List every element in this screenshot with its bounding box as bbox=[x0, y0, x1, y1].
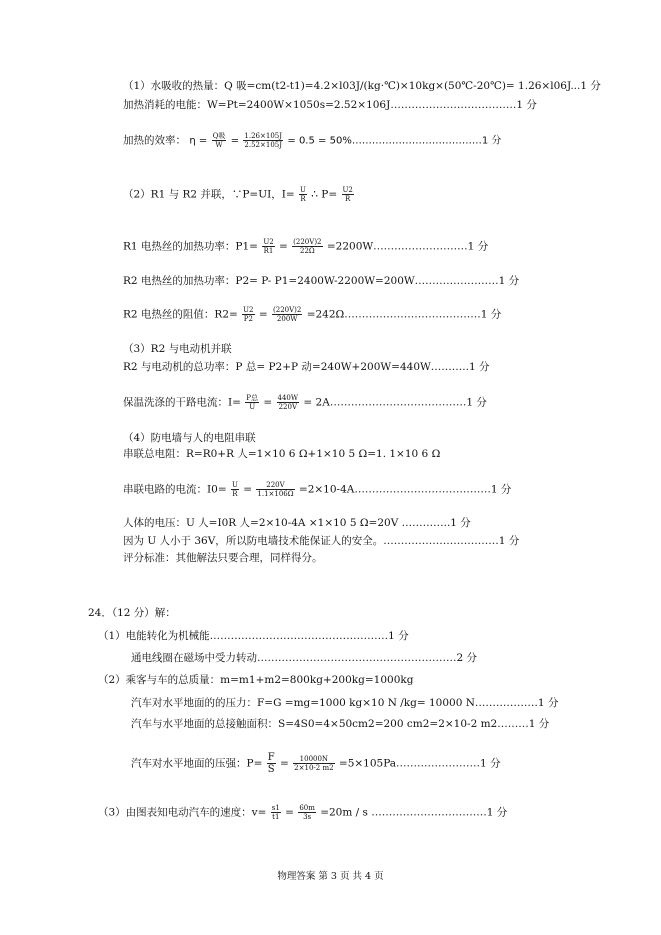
frac-den: 2×10-2 m2 bbox=[294, 764, 334, 772]
line-efficiency: 加热的效率： η = $\frac{\text{Q吸}}{W}$ = $\frac{1.26\times 105J}{2.52\times 105J}$ = 0.5 = 50%…………………………………1 分 bbox=[123, 132, 502, 149]
frac-num: U bbox=[231, 481, 238, 489]
label-efficiency: 加热的效率： bbox=[123, 134, 186, 147]
line-parallel bbox=[123, 186, 355, 203]
r2-resistance-text: R2 电热丝的阻值：R2= bbox=[123, 308, 238, 321]
line-series-current: 串联电路的电流：I0= $\frac{U}{R}$ = $\frac{220V}{1.1\times 106\Omega}$ =2×10-4A…………………………………1 分 bbox=[123, 481, 512, 498]
frac-num: 220V bbox=[256, 481, 294, 490]
series-current-text: 串联电路的电流：I0= bbox=[123, 483, 227, 496]
frac-den: R1 bbox=[263, 247, 274, 255]
line-pressure: 汽车对水平地面的压强：P= $\frac{F}{S}$ = $\frac{10000N}{2\times 10-2 m2}$ =5×105Pa……………………1 分 bbox=[131, 752, 501, 775]
frac-den: 2.52×105J bbox=[244, 141, 283, 149]
line-scoring-standard: 评分标准：其他解法只要合理，同样得分。 bbox=[123, 552, 323, 564]
line-total-resistance: 串联总电阻：R=R0+R 人=1×10 6 Ω+1×10 5 Ω=1. 1×10 6 Ω bbox=[123, 448, 441, 460]
fraction-q-over-w bbox=[212, 132, 227, 149]
frac-den: t1 bbox=[272, 813, 280, 821]
line-section3-heading: （3）R2 与电动机并联 bbox=[123, 343, 232, 355]
frac-num: U2 bbox=[263, 238, 274, 246]
frac-num: 10000N bbox=[293, 755, 334, 764]
line-main-current: 保温洗涤的干路电流：I= $\frac{\text{P总}}{U}$ = $\frac{440W}{220V}$ = 2A…………………………………1 分 bbox=[123, 394, 487, 411]
line-contact-area: 汽车与水平地面的总接触面积：S=4S0=4×50cm2=200 cm2=2×10-2 m2………1 分 bbox=[131, 718, 550, 730]
frac-num: (220V)2 bbox=[293, 238, 322, 246]
r2-resistance-result: =242Ω…………………………………1 分 bbox=[306, 308, 502, 321]
frac-den: 22Ω bbox=[299, 247, 315, 255]
line-pressure-force: 汽车对水平地面的的压力：F=G =mg=1000 kg×10 N /kg= 10000 N………………1 分 bbox=[131, 697, 559, 709]
line-heat-absorbed: （1）水吸收的热量：Q 吸=cm(t2-t1)=4.2×l03J/(kg·℃)×10kg×(50℃-20℃)= 1.26×l06J...1 分 bbox=[123, 80, 601, 92]
frac-num: s1 bbox=[271, 804, 280, 812]
line-coil-rotation: 通电线圈在磁场中受力转动…………………………………………………2 分 bbox=[131, 652, 478, 664]
fraction-p-over-u bbox=[245, 394, 259, 411]
frac-num: U bbox=[300, 186, 306, 194]
pressure-result: =5×105Pa……………………1 分 bbox=[338, 757, 501, 770]
frac-den: R bbox=[300, 195, 306, 203]
fraction-f-over-s bbox=[267, 752, 276, 775]
fraction-pressure-values bbox=[293, 755, 334, 772]
frac-den: P2 bbox=[243, 315, 253, 323]
frac-num: F bbox=[267, 752, 275, 763]
line-electric-energy: 加热消耗的电能：W=Pt=2400W×1050s=2.52×106J………………………………1 分 bbox=[123, 99, 537, 111]
frac-num: (220V)2 bbox=[273, 306, 302, 314]
question-24-heading: 24．（12 分）解： bbox=[88, 607, 176, 619]
line-r1-power: R1 电热丝的加热功率：P1= $\frac{U2}{R1}$ = $\frac{(220V)2}{22\Omega}$ =2200W………………………1 分 bbox=[123, 238, 489, 255]
frac-num: 440W bbox=[277, 394, 299, 402]
line-energy-conversion: （1）电能转化为机械能……………………………………………1 分 bbox=[98, 630, 409, 642]
therefore-text: ∴ P= bbox=[311, 188, 338, 201]
efficiency-result: = 0.5 = 50%…………………………………1 分 bbox=[287, 135, 502, 147]
frac-den: S bbox=[267, 764, 275, 775]
fraction-u2-over-r bbox=[342, 186, 354, 203]
frac-num: U2 bbox=[243, 306, 254, 314]
line-total-power: R2 与电动机的总功率：P 总= P2+P 动=240W+200W=440W………..1 分 bbox=[123, 361, 490, 373]
frac-den: W bbox=[215, 141, 223, 149]
frac-den: 3s bbox=[303, 813, 312, 821]
page-footer: 物理答案 第 3 页 共 4 页 bbox=[277, 871, 384, 882]
line-velocity: （3）由图表知电动汽车的速度：v= $\frac{s1}{t1}$ = $\frac{60m}{3s}$ =20m / s ……………………………1 分 bbox=[98, 804, 508, 821]
frac-num: P总 bbox=[246, 394, 259, 402]
pressure-text: 汽车对水平地面的压强：P= bbox=[131, 757, 263, 770]
fraction-series-values bbox=[256, 481, 294, 498]
frac-den: R bbox=[232, 490, 238, 498]
line-total-mass: （2）乘客与车的总质量：m=m1+m2=800kg+200kg=1000kg bbox=[98, 674, 414, 686]
line-safety-conclusion: 因为 U 人小于 36V，所以防电墙技术能保证人的安全。……………………………1 分 bbox=[123, 535, 520, 547]
fraction-r1-values bbox=[292, 238, 322, 255]
fraction-u2-over-p2 bbox=[242, 306, 254, 323]
frac-num: Q吸 bbox=[212, 132, 226, 140]
main-current-result: = 2A…………………………………1 分 bbox=[303, 396, 487, 409]
r1-power-text: R1 电热丝的加热功率：P1= bbox=[123, 240, 258, 253]
parallel-text: （2）R1 与 R2 并联，∵P=UI，I= bbox=[123, 188, 295, 201]
series-current-result: =2×10-4A…………………………………1 分 bbox=[298, 483, 512, 496]
main-current-text: 保温洗涤的干路电流：I= bbox=[123, 396, 241, 409]
velocity-text: （3）由图表知电动汽车的速度：v= bbox=[98, 806, 267, 819]
line-body-voltage: 人体的电压：U 人=I0R 人=2×10-4A ×1×10 5 Ω=20V …………..1 分 bbox=[123, 517, 471, 529]
fraction-r2-values bbox=[272, 306, 302, 323]
fraction-u-over-r bbox=[299, 186, 307, 203]
velocity-result: =20m / s ……………………………1 分 bbox=[320, 806, 508, 819]
frac-den: U bbox=[249, 403, 256, 411]
line-section4-heading: （4）防电墙与人的电阻串联 bbox=[123, 432, 256, 444]
fraction-u-over-r-series bbox=[231, 481, 239, 498]
eta-symbol: η = bbox=[189, 135, 208, 147]
fraction-u2-over-r1 bbox=[262, 238, 274, 255]
line-r2-power: R2 电热丝的加热功率：P2= P- P1=2400W-2200W=200W……………………1 分 bbox=[123, 275, 520, 287]
fraction-values bbox=[243, 132, 283, 149]
frac-den: 220V bbox=[278, 403, 297, 411]
r1-power-result: =2200W………………………1 分 bbox=[326, 240, 489, 253]
frac-den: 1.1×106Ω bbox=[257, 490, 294, 498]
fraction-current-values bbox=[277, 394, 300, 411]
line-r2-resistance: R2 电热丝的阻值：R2= $\frac{U2}{P2}$ = $\frac{(220V)2}{200W}$ =242Ω…………………………………1 分 bbox=[123, 306, 502, 323]
frac-num: 60m bbox=[299, 804, 315, 812]
fraction-s-over-t bbox=[271, 804, 281, 821]
frac-den: R bbox=[345, 195, 351, 203]
fraction-velocity-values bbox=[298, 804, 316, 821]
frac-den: 200W bbox=[276, 315, 298, 323]
frac-num: U2 bbox=[342, 186, 353, 194]
frac-num: 1.26×105J bbox=[244, 132, 283, 140]
